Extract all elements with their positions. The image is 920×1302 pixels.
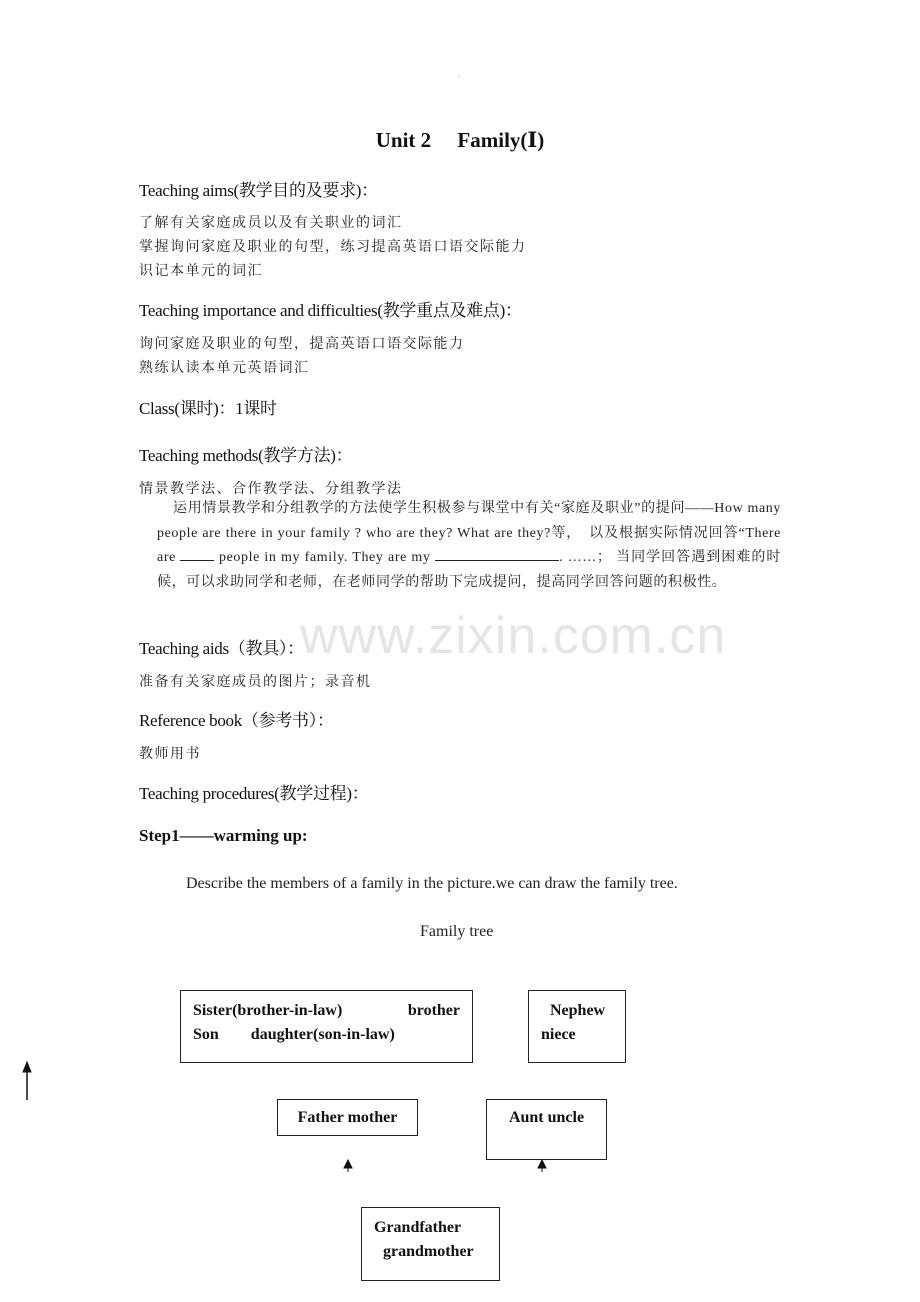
methods-para-part-a: 运用情景教学和分组教学的方法使学生积极参与课堂中有关“家庭及职业”的提问——How many people are there in your family ? who are they? What are they?等， 以及根据实际情况回答“There are [157,501,781,565]
class-line: Class(课时)：1课时 [139,399,277,418]
methods-para-part-b: people in my family. They are my [214,550,436,565]
tree-box-children-line2: Son daughter(son-in-law) [193,1026,395,1043]
aims-line-2: 掌握询问家庭及职业的句型，练习提高英语口语交际能力 [139,239,527,255]
importance-line-1: 询问家庭及职业的句型，提高英语口语交际能力 [139,336,465,352]
step1-heading: Step1——warming up: [139,826,308,845]
tree-box-nephew: Nephew [550,1002,606,1019]
tree-box-grandmother: grandmother [383,1243,474,1260]
aunt-uncle-up-arrow-icon [538,1160,546,1172]
aids-line: 准备有关家庭成员的图片；录音机 [139,674,372,690]
step1-description: Describe the members of a family in the picture.we can draw the family tree. [186,875,678,892]
left-up-arrow-icon [23,1062,31,1100]
tree-box-aunt-uncle: Aunt uncle [486,1099,607,1160]
family-tree-caption: Family tree [420,923,494,940]
parents-up-arrow-icon [344,1160,352,1172]
header-dot: . [458,70,460,79]
importance-heading: Teaching importance and difficulties(教学重点及难点)： [139,301,522,320]
tree-box-parents: Father mother [277,1099,418,1136]
tree-box-children-line1b: brother [407,1002,460,1019]
methods-line: 情景教学法、合作教学法、分组教学法 [139,481,403,497]
procedures-heading: Teaching procedures(教学过程)： [139,784,369,803]
reference-line: 教师用书 [139,746,201,762]
aims-line-1: 了解有关家庭成员以及有关职业的词汇 [139,215,403,231]
tree-box-children-line1a: Sister(brother-in-law) [193,1002,343,1019]
watermark: www.zixin.com.cn [300,607,727,665]
methods-heading: Teaching methods(教学方法)： [139,446,353,465]
tree-box-niece: niece [541,1026,576,1043]
methods-para-part-c: . ……； 当同学回答遇到困难的时候，可以求助同学和老师，在老师同学的帮助下完成提问，提高同学回答问题的积极性。 [157,550,782,590]
aids-heading: Teaching aids（教具）： [139,639,304,658]
aims-line-3: 识记本单元的词汇 [139,263,263,279]
importance-line-2: 熟练认读本单元英语词汇 [139,360,310,376]
aims-heading: Teaching aims(教学目的及要求)： [139,181,378,200]
tree-box-grandfather: Grandfather [374,1219,462,1236]
page-title: Unit 2 Family(Ⅰ) [375,128,545,152]
reference-heading: Reference book（参考书）： [139,711,334,730]
